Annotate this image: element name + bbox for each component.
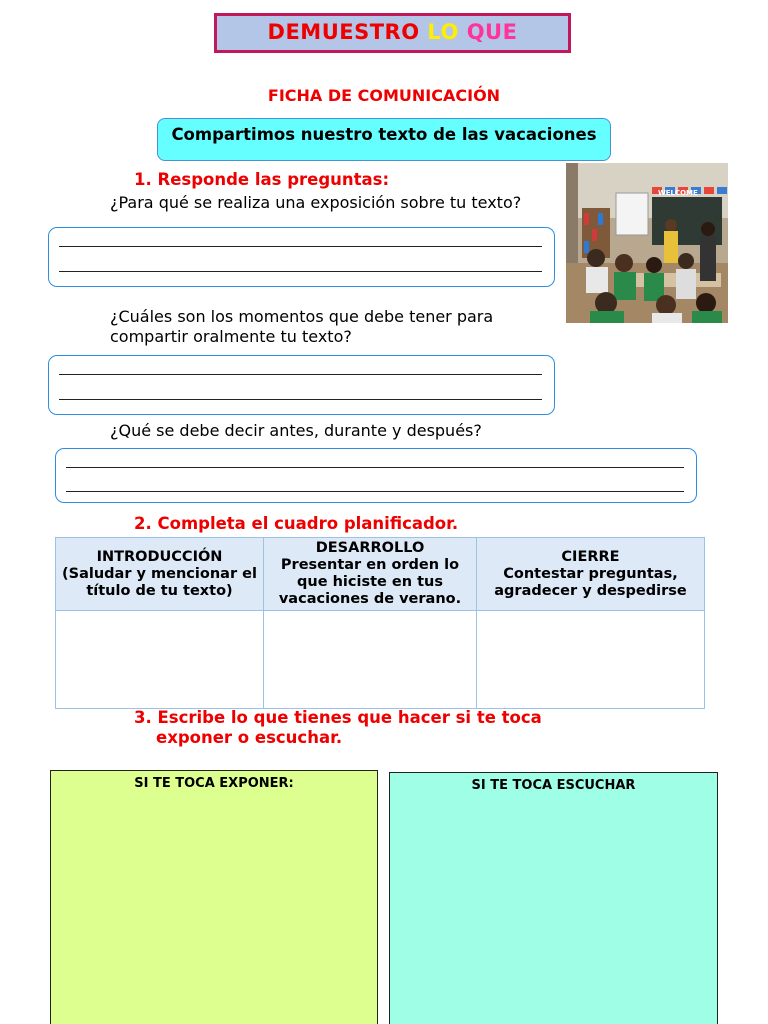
planner-table bbox=[55, 537, 705, 709]
expose-box[interactable] bbox=[50, 770, 378, 1024]
answer-line bbox=[66, 491, 684, 492]
section-3-heading bbox=[134, 708, 542, 748]
answer-box-2[interactable] bbox=[48, 355, 555, 415]
title-word-2: LO bbox=[427, 20, 459, 44]
answer-line bbox=[66, 467, 684, 468]
question-3: ¿Qué se debe decir antes, durante y después? bbox=[110, 421, 482, 440]
classroom-photo bbox=[566, 163, 728, 323]
question-1: ¿Para qué se realiza una exposición sobre tu texto? bbox=[110, 193, 522, 212]
answer-line bbox=[59, 246, 542, 247]
title-word-3: QUE bbox=[466, 20, 518, 44]
answer-box-1[interactable] bbox=[48, 227, 555, 287]
question-2: ¿Cuáles son los momentos que debe tener para compartir oralmente tu texto? bbox=[110, 307, 494, 346]
photo-board-text: WELCOME bbox=[658, 189, 698, 197]
answer-line bbox=[59, 271, 542, 272]
section-3-heading-line-2: exponer o escuchar. bbox=[156, 728, 343, 747]
planner-col-detail: Contestar preguntas, agradecer y despedirse bbox=[494, 565, 687, 599]
listen-box[interactable] bbox=[389, 772, 718, 1024]
planner-cell-desarrollo[interactable] bbox=[264, 611, 477, 709]
planner-col-title: CIERRE bbox=[561, 548, 620, 565]
planner-cell-cierre[interactable] bbox=[477, 611, 705, 709]
section-2-heading: 2. Completa el cuadro planificador. bbox=[134, 514, 459, 533]
planner-col-detail: Presentar en orden lo que hiciste en tus vacaciones de verano. bbox=[278, 557, 462, 607]
answer-box-3[interactable] bbox=[55, 448, 697, 503]
expose-box-label: SI TE TOCA EXPONER: bbox=[134, 776, 294, 791]
answer-line bbox=[59, 399, 542, 400]
answer-line bbox=[59, 374, 542, 375]
planner-header-desarrollo bbox=[264, 538, 477, 611]
worksheet-title bbox=[214, 13, 571, 53]
worksheet-subtitle: FICHA DE COMUNICACIÓN bbox=[267, 86, 501, 105]
planner-cell-introduccion[interactable] bbox=[56, 611, 264, 709]
planner-col-title: INTRODUCCIÓN bbox=[96, 548, 223, 565]
planner-header-introduccion bbox=[56, 538, 264, 611]
listen-box-label: SI TE TOCA ESCUCHAR bbox=[471, 778, 636, 793]
topic-banner: Compartimos nuestro texto de las vacaciones bbox=[157, 118, 611, 161]
planner-col-title: DESARROLLO bbox=[315, 540, 425, 556]
section-3-heading-line-1: 3. Escribe lo que tienes que hacer si te toca bbox=[134, 708, 542, 727]
planner-header-cierre bbox=[477, 538, 705, 611]
planner-col-detail: (Saludar y mencionar el título de tu texto) bbox=[62, 565, 257, 599]
title-word-1: DEMUESTRO bbox=[267, 20, 420, 44]
section-1-heading: 1. Responde las preguntas: bbox=[134, 170, 390, 189]
